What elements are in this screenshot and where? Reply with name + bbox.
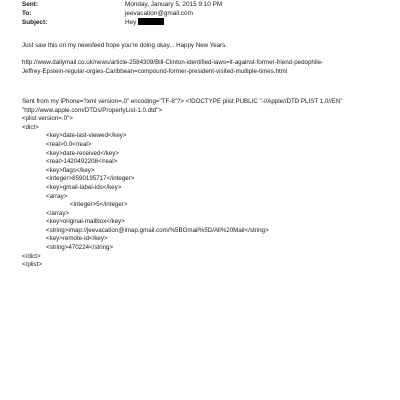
plist-line: <key>original-mailbox</key>	[46, 218, 125, 226]
spacer	[22, 76, 382, 89]
plist-line: </plist>	[22, 261, 42, 269]
sent-label: Sent:	[22, 1, 38, 8]
plist-line: <plist version=.0">	[22, 115, 73, 123]
plist-line: <key>remote-id</key>	[46, 235, 108, 243]
sent-row	[22, 0, 382, 9]
article-link-line-2[interactable]: Jeffrey-Epstein-regular-orgies-Caribbean=compound-former-president-visited-multiple-times.html	[22, 67, 288, 75]
email-body	[22, 42, 382, 270]
plist-line: <key>gmail-label-ids</key>	[46, 183, 122, 191]
plist-line: <key>date-last-viewed</key>	[46, 132, 127, 140]
plist-line: <key>flags</key>	[46, 166, 95, 174]
to-row	[22, 9, 382, 18]
article-link-line-1[interactable]: http://www.dailymail.co.uk/news/article-2584309/Bill-Clinton-identified-laws=it-against-former-friend-pedophile-	[22, 59, 324, 67]
plist-line: <string>imap://jeevacation@imap.gmail.com/%5BGmail%5D/All%20Mail</string>	[46, 226, 269, 234]
plist-block	[22, 98, 382, 270]
subject-value-wrap	[125, 18, 164, 27]
redaction-box	[138, 18, 164, 25]
plist-line: <key>date-received</key>	[46, 149, 119, 157]
plist-line: Sent from my iPhone=?xml version=.0" encoding="TF-8"?> <!DOCTYPE plist PUBLIC "-//Apple//DTD PLIST 1.0//EN"	[22, 97, 343, 105]
plist-line: "http://www.apple.com/DTDs/PropertyList-1.0.dtd">	[22, 106, 163, 114]
plist-line: </dict>	[22, 252, 41, 260]
sent-value: Monday, January 5, 2015 9:10 PM	[125, 1, 223, 8]
email-header	[22, 0, 382, 27]
subject-row	[22, 18, 382, 27]
plist-line: </array>	[46, 209, 70, 217]
to-value: jeevacation@gmail.com	[125, 10, 193, 17]
to-label: To:	[22, 10, 32, 17]
plist-line: <string>470224</string>	[46, 244, 114, 252]
greeting-text: Just saw this on my newsfeed hope you're doing okay... Happy New Years.	[22, 42, 228, 49]
plist-line: <integer>5</integer>	[70, 201, 128, 209]
plist-line: <real>1420492208</real>	[46, 158, 118, 166]
subject-value: Hey	[125, 19, 137, 26]
plist-line: <real>0.0</real>	[46, 140, 92, 148]
plist-line: <dict>	[22, 123, 39, 131]
spacer	[22, 51, 382, 60]
plist-line: <array>	[46, 192, 68, 200]
spacer	[22, 89, 382, 98]
plist-line: <integer>8590195717</integer>	[46, 175, 135, 183]
subject-label: Subject:	[22, 19, 48, 26]
